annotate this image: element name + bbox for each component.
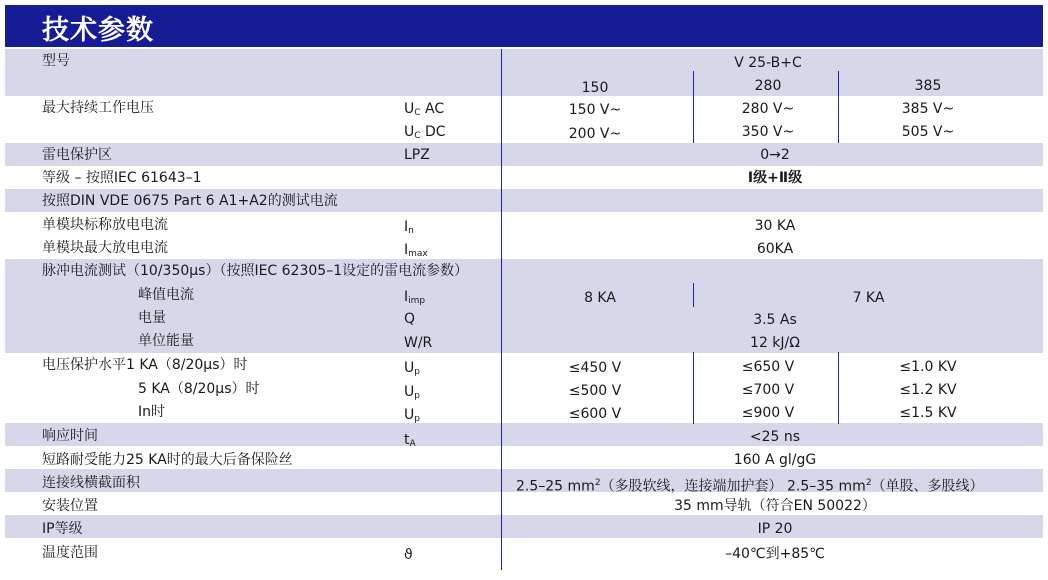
class-value: Ⅰ级+Ⅱ级 [747, 170, 803, 186]
temp-label: 温度范围 [42, 545, 98, 561]
din-label: 按照DIN VDE 0675 Part 6 A1+A2的测试电流 [42, 193, 338, 209]
lpz-label: 雷电保护区 [42, 147, 112, 163]
up1-150: ≤450 V [568, 360, 622, 376]
up1-280: ≤650 V [741, 359, 795, 375]
energy-value: 12 kJ/Ω [750, 335, 800, 351]
lpz-symbol: LPZ [404, 147, 430, 163]
cross-section-label: 连接线横截面积 [42, 475, 140, 491]
variant-divider-2 [838, 71, 839, 143]
uc-ac-symbol: $U_C$ AC [404, 101, 445, 118]
in-value: 30 KA [754, 218, 796, 234]
ac-280: 280 V~ [741, 101, 795, 117]
peak-value-150: 8 KA [584, 290, 616, 306]
variant-150: 150 [581, 80, 609, 96]
fuse-value: 160 A gl/gG [733, 452, 817, 468]
imax-symbol: $I_{max}$ [404, 242, 428, 259]
up-symbol-1: $U_p$ [404, 360, 420, 377]
dc-280: 350 V~ [741, 124, 795, 140]
up2-280: ≤700 V [741, 382, 795, 398]
up-symbol-2: $U_p$ [404, 384, 420, 401]
response-label: 响应时间 [42, 428, 98, 444]
up1-385: ≤1.0 KV [899, 359, 957, 375]
model-value: V 25-B+C [734, 55, 802, 71]
wr-symbol: W/R [404, 335, 433, 351]
charge-value: 3.5 As [753, 312, 797, 328]
in-symbol: $I_n$ [404, 219, 414, 236]
max-voltage-label: 最大持续工作电压 [42, 100, 154, 116]
up2-385: ≤1.2 KV [899, 382, 957, 398]
protection-divider-2 [838, 352, 839, 424]
mount-label: 安装位置 [42, 498, 98, 514]
temp-value: –40℃到+85℃ [725, 546, 825, 562]
peak-label: 峰值电流 [138, 287, 194, 303]
dc-385: 505 V~ [901, 124, 955, 140]
response-value: <25 ns [749, 429, 801, 445]
up-symbol-3: $U_p$ [404, 407, 420, 424]
up3-150: ≤600 V [568, 406, 622, 422]
up3-385: ≤1.5 KV [899, 405, 957, 421]
variant-280: 280 [754, 78, 782, 94]
cross-section-value: 2.5–25 $mm^2$（多股软线，连接端加护套） 2.5–35 $mm^2$（单股、多股线） [516, 478, 984, 495]
title-bar [5, 5, 1043, 47]
protection-5ka-label: 5 KA（8/20µs）时 [138, 381, 260, 397]
variant-divider-1 [693, 71, 694, 143]
q-symbol: Q [404, 311, 416, 327]
protection-divider-1 [693, 352, 694, 424]
peak-value-280-385: 7 KA [852, 290, 885, 306]
dc-150: 200 V~ [568, 126, 622, 142]
charge-label: 电量 [138, 310, 166, 326]
ta-symbol: $t_A$ [404, 432, 416, 449]
imax-value: 60KA [756, 241, 794, 257]
fuse-label: 短路耐受能力25 KA时的最大后备保险丝 [42, 452, 293, 468]
energy-label: 单位能量 [138, 333, 194, 349]
uc-dc-symbol: $U_C$ DC [404, 124, 446, 141]
lpz-value: 0→2 [760, 147, 790, 163]
ac-385: 385 V~ [901, 101, 955, 117]
protection-label: 电压保护水平1 KA（8/20µs）时 [42, 357, 248, 373]
ip-value: IP 20 [757, 521, 793, 537]
ip-label: IP等级 [42, 521, 83, 537]
class-label: 等级 – 按照IEC 61643–1 [42, 170, 202, 186]
model-label: 型号 [42, 53, 70, 69]
mount-value: 35 mm导轨（符合EN 50022） [674, 498, 876, 514]
page-title: 技术参数 [42, 15, 154, 46]
imax-label: 单模块最大放电电流 [42, 240, 168, 256]
up3-280: ≤900 V [741, 405, 795, 421]
theta-symbol: ϑ [404, 547, 413, 563]
iimp-symbol: $I_{imp}$ [404, 289, 426, 306]
protection-in-label: In时 [138, 404, 166, 420]
in-label: 单模块标称放电电流 [42, 217, 168, 233]
column-divider [501, 49, 502, 570]
variant-385: 385 [914, 78, 942, 94]
impulse-label: 脉冲电流测试（10/350µs）（按照IEC 62305–1设定的雷电流参数） [42, 263, 469, 279]
up2-150: ≤500 V [568, 383, 622, 399]
ac-150: 150 V~ [568, 102, 622, 118]
